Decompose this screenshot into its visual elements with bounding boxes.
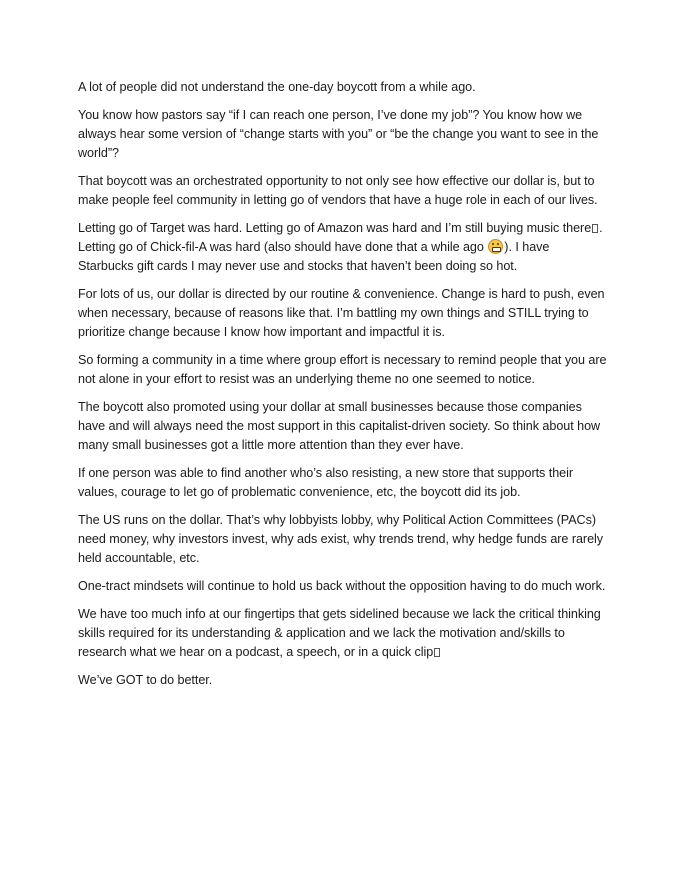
paragraph-4-part-1: Letting go of Target was hard. Letting go of Amazon was hard and I’m still buying music there [78, 221, 592, 235]
paragraph-7: The boycott also promoted using your dollar at small businesses because those companies have and will always need the most support in this capitalist-driven society. So think about how many small businesses got a little more attention than they ever have. [78, 400, 601, 452]
paragraph-9: The US runs on the dollar. That’s why lobbyists lobby, why Political Action Committees (PACs) need money, why investors invest, why ads exist, why trends trend, why hedge funds are rarely held accountable, etc. [78, 513, 604, 565]
paragraph-10: One-tract mindsets will continue to hold us back without the opposition having to do much work. [78, 579, 606, 593]
document-body [78, 78, 608, 699]
paragraph-11-part-1: We have too much info at our fingertips that gets sidelined because we lack the critical thinking skills required for its understanding & application and we lack the motivation and/skills to research what we hear on a podcast, a speech, or in a quick clip [78, 607, 601, 659]
paragraph-11 [78, 605, 608, 662]
paragraph-6: So forming a community in a time where group effort is necessary to remind people that you are not alone in your effort to resist was an underlying theme no one seemed to notice. [78, 353, 607, 386]
missing-glyph-icon [592, 224, 598, 233]
paragraph-4-part-3: ). I have Starbucks gift cards I may never use and stocks that haven’t been doing so hot. [78, 240, 550, 273]
paragraph-1: A lot of people did not understand the one-day boycott from a while ago. [78, 80, 476, 94]
paragraph-4 [78, 219, 608, 276]
missing-glyph-icon [434, 648, 440, 657]
paragraph-2: You know how pastors say “if I can reach one person, I’ve done my job”? You know how we always hear some version of “change starts with you” or “be the change you want to see in the world”? [78, 108, 599, 160]
grimacing-face-icon [488, 239, 503, 254]
paragraph-4-part-2: . Letting go of Chick-fil-A was hard (also should have done that a while ago [78, 221, 603, 254]
paragraph-5: For lots of us, our dollar is directed by our routine & convenience. Change is hard to push, even when necessary, because of reasons like that. I’m battling my own things and STILL trying to prioritize change because I know how important and impactful it is. [78, 287, 605, 339]
paragraph-3: That boycott was an orchestrated opportunity to not only see how effective our dollar is, but to make people feel community in letting go of vendors that have a huge role in each of our lives. [78, 174, 598, 207]
paragraph-12: We’ve GOT to do better. [78, 673, 213, 687]
paragraph-8: If one person was able to find another who’s also resisting, a new store that supports their values, courage to let go of problematic convenience, etc, the boycott did its job. [78, 466, 574, 499]
